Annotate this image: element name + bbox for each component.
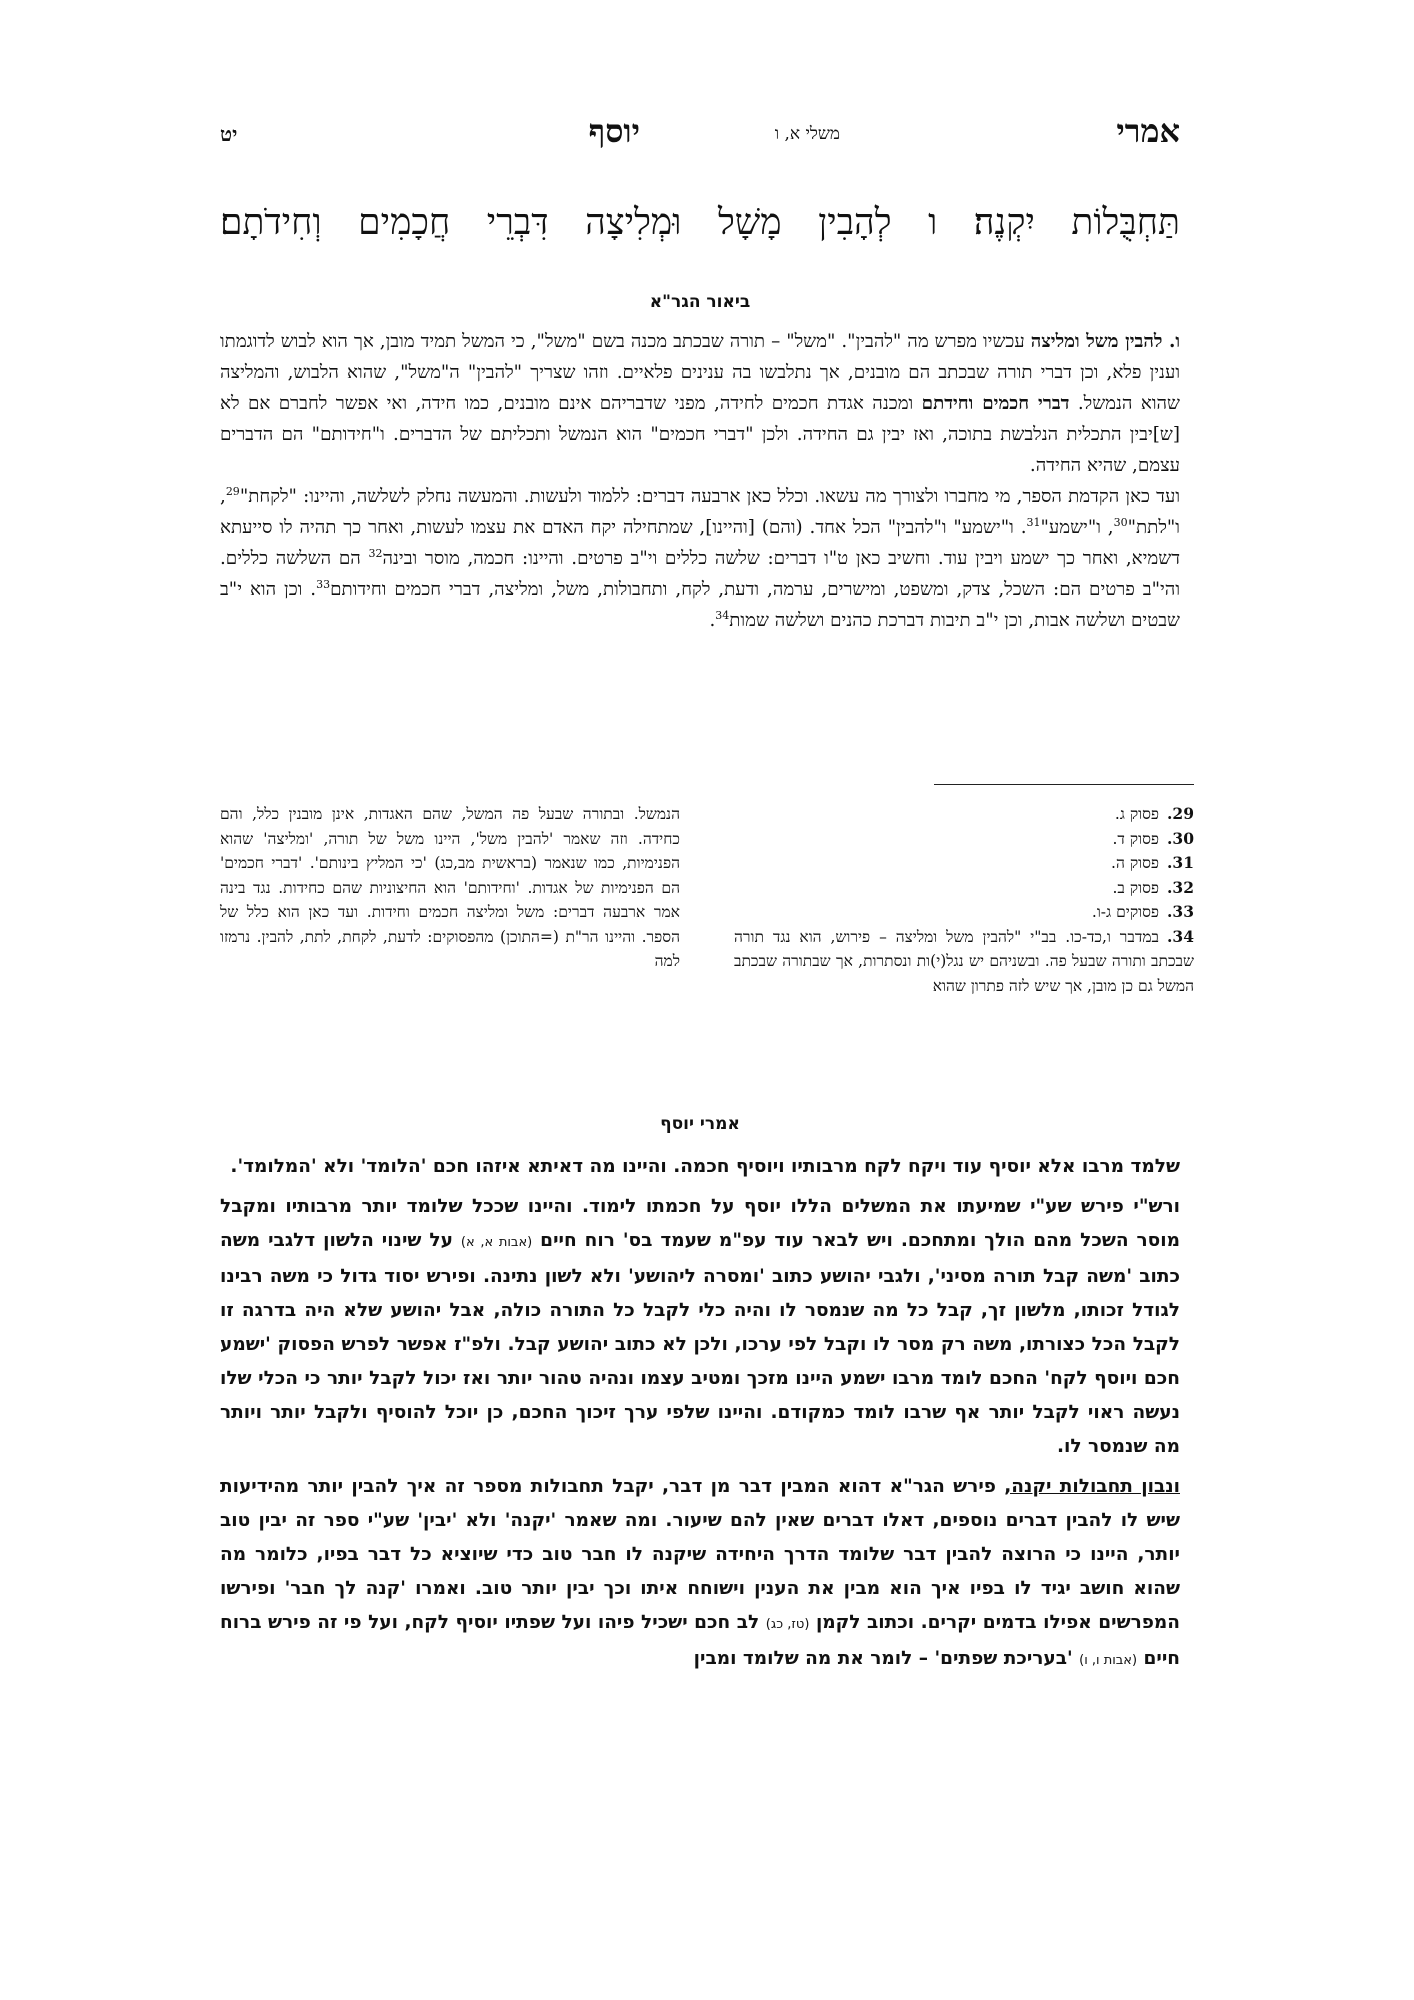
gra-paragraph-2: ועד כאן הקדמת הספר, מי מחברו ולצורך מה עשאו. וכלל כאן ארבעה דברים: ללמוד ולעשות. והמעשה נחלק לשלשה, והיינו: "לקחת"$^{29}$, ו"לתת"$^{30}$, ו"ישמע"$^{31}$. ו"ישמע" ו"להבין" הכל אחד. (והם) [והיינו], שמתחילה יקח האדם את עצמו לעשות, ואחר כך תהיה לו סייעתא דשמיא, ואחר כך ישמע ויבין עוד. וחשיב כאן ט"ו דברים: שלשה כללים וי"ב פרטים. והיינו: חכמה, מוסר ובינה$^{32}$ הם השלשה כללים. והי"ב פרטים הם: השכל, צדק, ומשפט, ומישרים, ערמה, ודעת, לקח, ותחבולות, משל, ומליצה, דברי חכמים וחידותם$^{33}$. וכן הוא י"ב שבטים ושלשה אבות, וכן י"ב תיבות דברכת כהנים ושלשה שמות$^{34}$. [220,484,1180,631]
footnotes-right-column [734,802,1194,998]
gra-commentary [220,326,1180,636]
footnote-ref[interactable]: 32 [368,546,383,560]
footnote-divider [934,784,1194,785]
header-title-right: אמרי [1116,112,1180,150]
imrei-yosef-commentary [220,1150,1180,1684]
gra-lead: ו. להבין משל ומליצה [1030,331,1180,352]
footnote-item: 31.פסוק ה. [1111,853,1194,872]
yosef-paragraph-1: שלמד מרבו אלא יוסיף עוד ויקח לקח מרבותיו ויוסיף חכמה. והיינו מה דאיתא איזהו חכם 'הלומד' ולא 'המלומד'. [230,1156,1180,1177]
imrei-yosef-heading: אמרי יוסף [660,1114,740,1134]
gra-paragraph-1: ו. להבין משל ומליצה עכשיו מפרש מה "להבין". "משל" – תורה שבכתב מכנה בשם "משל", כי המשל תמיד מובן, אך הוא לבוש לדוגמתו וענין פלא, וכן דברי תורה שבכתב הם מובנים, אך נתלבשו בה ענינים פלאיים. וזהו שצריך "להבין" ה"משל", שהוא הלבוש, והמליצה שהוא הנמשל. דברי חכמים וחידתם ומכנה אגדת חכמים לחידה, מפני שדבריהם אינם מובנים, כמו חידה, ואי אפשר לחברם אם לא [ש]יבין התכלית הנלבשת בתוכה, ואז יבין גם החידה. ולכן "דברי חכמים" הוא הנמשל ותכליתם של הדברים. ו"חידותם" הם הדברים עצמם, שהיא החידה. [220,331,1180,476]
footnote-ref[interactable]: 31 [1026,515,1041,529]
footnote-item: 34.במדבר ו,כד-כו. בב"י "להבין משל ומליצה – פירוש, הוא נגד תורה שבכתב ותורה שבעל פה. ובשניהם יש נגל(י)ות ונסתרות, אך שבתורה שבכתב המשל גם כן מובן, אך שיש לזה פתרון שהוא [734,926,1194,995]
verse-text: תַּחְבֻּלוֹת יִקְנֶה׃ ו לְהָבִין מָשָׁל וּמְלִיצָה דִּבְרֵי חֲכָמִים וְחִידֹתָם׃ [220,202,1180,243]
footnote-ref[interactable]: 34 [715,608,730,622]
gra-heading: ביאור הגר"א [649,292,751,312]
footnotes-left-column: הנמשל. ובתורה שבעל פה המשל, שהם האגדות, אינן מובנין כלל, והם כחידה. וזה שאמר 'להבין משל', היינו משל של תורה, 'ומליצה' שהוא הפנימיות, כמו שנאמר (בראשית מב,כג) 'כי המליץ בינותם'. 'דברי חכמים' הם הפנימיות של אגדות. 'וחידותם' הוא החיצוניות שהם כחידות. נגד בינה אמר ארבעה דברים: משל ומליצה חכמים וחידות. ועד כאן הוא כלל של הספר. והיינו הר"ת (=התוכן) מהפסוקים: לדעת, לקחת, לתת, להבין. נרמזו למה [220,805,680,970]
footnote-item: 30.פסוק ד. [1112,828,1194,848]
running-header [220,112,1180,162]
footnote-ref[interactable]: 29 [225,484,240,498]
footnote-item: 33.פסוקים ג-ו. [1091,902,1194,921]
page-number: יט [220,122,238,146]
yosef-paragraph-3: ונבון תחבולות יקנה, פירש הגר"א דהוא המבין דבר מן דבר, יקבל תחבולות מספר זה איך להבין יותר מהידיעות שיש לו להבין דברים נוספים, דאלו דברים שאין להם שיעור. ומה שאמר 'יקנה' ולא 'יבין' שע"י ספר זה יבין טוב יותר, היינו כי הרוצה להבין דבר שלומד הדרך היחידה שיקנה לו חבר טוב כדי שיוציא כל דבר בפיו, כלומר מה שהוא חושב יגיד לו בפיו איך הוא מבין את הענין וישוחח איתו וכך יבין יותר טוב. ואמרו 'קנה לך חבר' ופירשו המפרשים אפילו בדמים יקרים. וכתוב לקמן (טז, כג) לב חכם ישכיל פיהו ועל שפתיו יוסיף לקח, ועל פי זה פירש ברוח חיים (אבות ו, ו) 'בעריכת שפתים' – לומר את מה שלומד ומבין [220,1476,1181,1669]
footnote-item: 32.פסוק ב. [1112,877,1194,897]
footnote-item: 29.פסוק ג. [1114,804,1194,823]
header-title-left: יוסף [588,112,640,150]
yosef-paragraph-2: ורש"י פירש שע"י שמיעתו את המשלים הללו יוסף על חכמתו לימוד. והיינו שככל שלומד יותר מרבותיו ומקבל מוסר השכל מהם הולך ומתחכם. ויש לבאר עוד עפ"מ שעמד בס' רוח חיים (אבות א, א) על שינוי הלשון דלגבי משה כתוב 'משה קבל תורה מסיני', ולגבי יהושע כתוב 'ומסרה ליהושע' ולא לשון נתינה. ופירש יסוד גדול כי משה רבינו לגודל זכותו, מלשון זך, קבל כל מה שנמסר לו והיה כלי לקבל כל התורה כולה, אבל יהושע שלא היה בדרגה זו לקבל הכל כצורתו, משה רק מסר לו וקבל לפי ערכו, ולכן לא כתוב יהושע קבל. ולפ"ז אפשר לפרש הפסוק 'ישמע חכם ויוסף לקח' החכם לומד מרבו ישמע היינו מזכך ומטיב עצמו ונהיה טהור יותר ואז יכול לקבל יותר כי הכלי שלו נעשה ראוי לקבל יותר אף שרבו לומד כמקודם. והיינו שלפי ערך זיכוך החכם, כן יוכל להוסיף ולקבל יותר ויותר מה שנמסר לו. [220,1196,1180,1457]
header-verse-ref: משלי א, ו [774,124,840,144]
footnote-ref[interactable]: 33 [316,577,331,591]
footnote-ref[interactable]: 30 [1113,515,1128,529]
